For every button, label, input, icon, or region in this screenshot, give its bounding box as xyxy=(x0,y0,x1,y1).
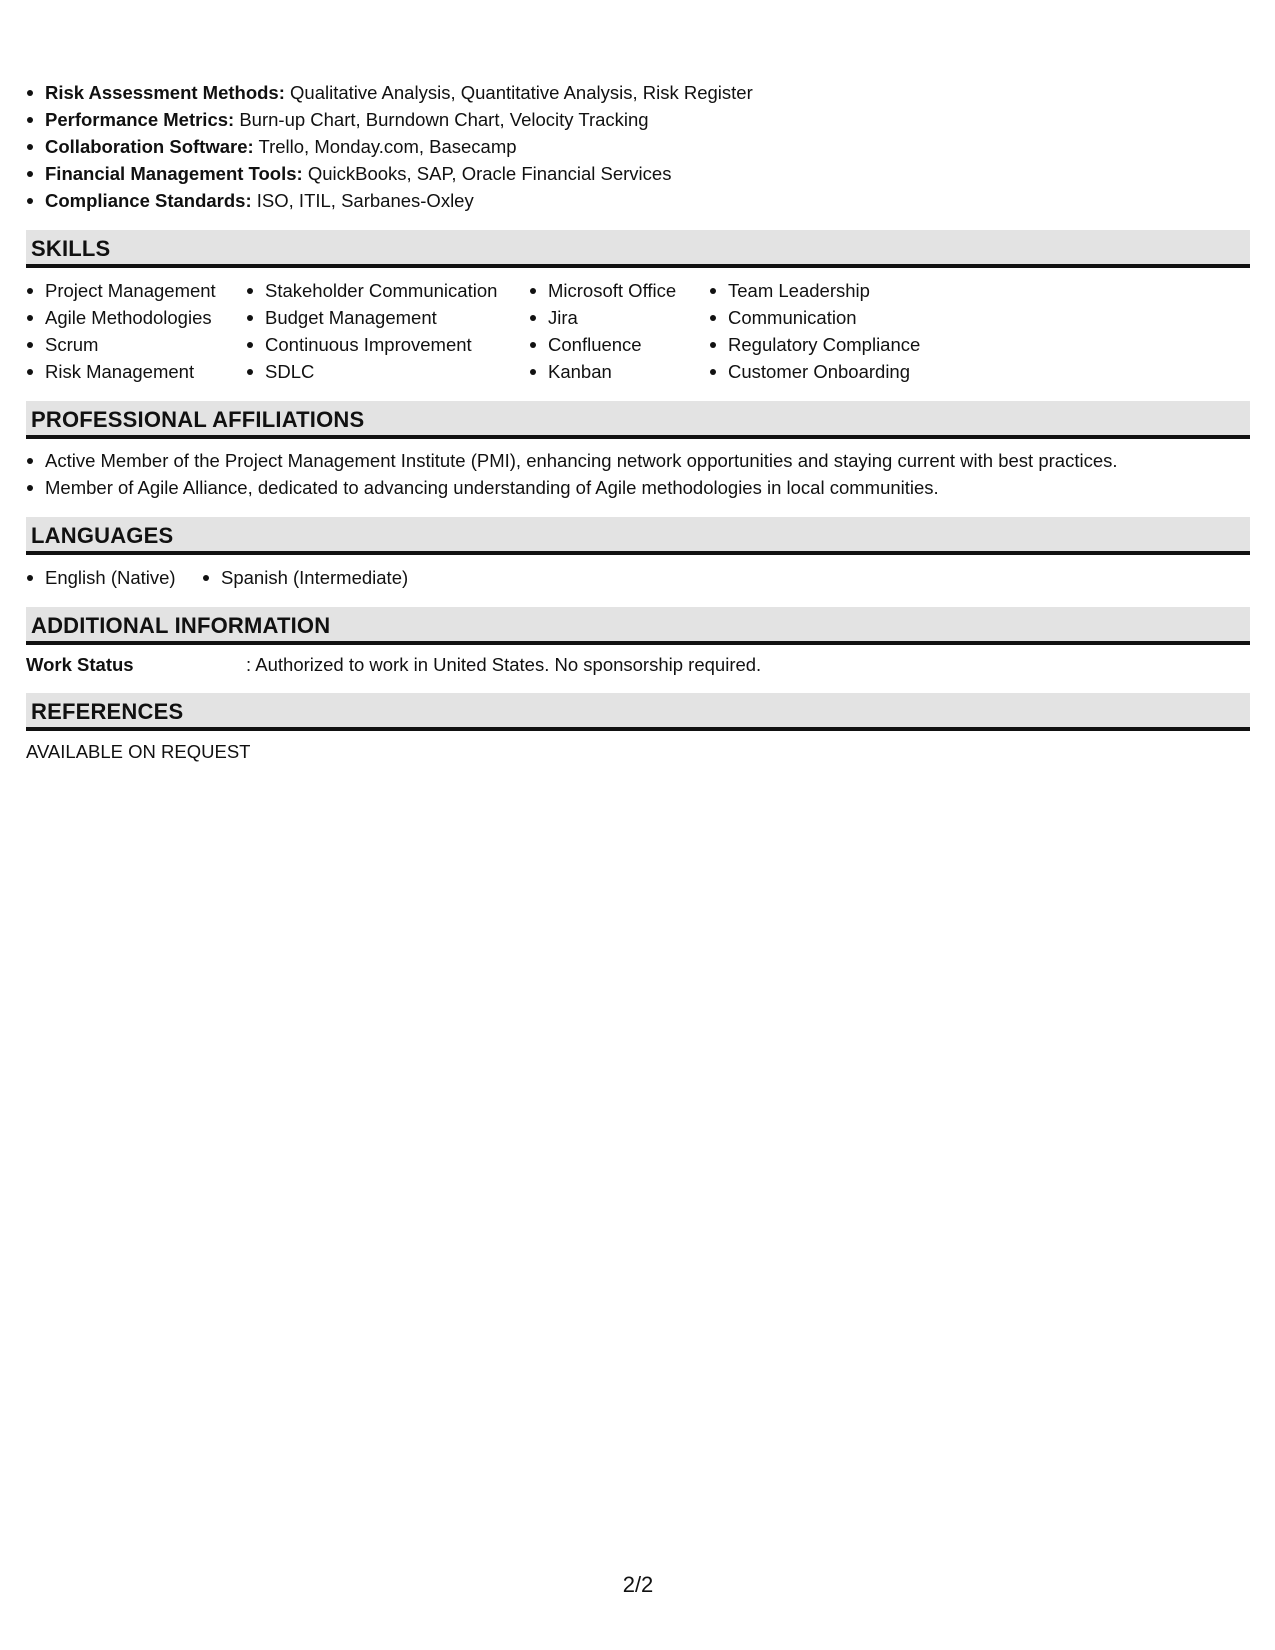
skill-item: Regulatory Compliance xyxy=(709,331,920,358)
list-item xyxy=(26,79,753,106)
item-label: Performance Metrics: xyxy=(45,109,235,130)
language-item: Spanish (Intermediate) xyxy=(202,564,408,591)
skill-item: Communication xyxy=(709,304,920,331)
item-label: Collaboration Software: xyxy=(45,136,254,157)
skill-item: Jira xyxy=(529,304,676,331)
skill-item: Team Leadership xyxy=(709,277,920,304)
page-number: 2/2 xyxy=(622,1572,654,1597)
item-value: ISO, ITIL, Sarbanes-Oxley xyxy=(256,190,474,211)
section-title: LANGUAGES xyxy=(31,523,174,548)
list-item xyxy=(26,133,753,160)
item-value: Trello, Monday.com, Basecamp xyxy=(258,136,517,157)
language-item: English (Native) xyxy=(26,564,176,591)
item-value: Qualitative Analysis, Quantitative Analysis, Risk Register xyxy=(290,82,753,103)
skills-column-1 xyxy=(26,277,216,385)
skill-item: Continuous Improvement xyxy=(246,331,497,358)
skill-item: Budget Management xyxy=(246,304,497,331)
skill-item: Confluence xyxy=(529,331,676,358)
skill-item: Stakeholder Communication xyxy=(246,277,497,304)
work-status-value: : Authorized to work in United States. No sponsorship required. xyxy=(246,654,762,675)
section-title: SKILLS xyxy=(31,236,111,261)
additional-info-header xyxy=(26,607,1250,645)
work-status-label: Work Status xyxy=(26,654,134,675)
affiliations-list xyxy=(26,447,1118,501)
skill-item: Microsoft Office xyxy=(529,277,676,304)
skills-column-3 xyxy=(529,277,676,385)
list-item xyxy=(26,160,753,187)
list-item xyxy=(26,106,753,133)
item-value: Burn-up Chart, Burndown Chart, Velocity Tracking xyxy=(239,109,649,130)
skill-item: Kanban xyxy=(529,358,676,385)
list-item xyxy=(26,187,753,214)
skill-item: Agile Methodologies xyxy=(26,304,216,331)
item-label: Financial Management Tools: xyxy=(45,163,303,184)
affiliation-item: Member of Agile Alliance, dedicated to advancing understanding of Agile methodologies in local communities. xyxy=(26,474,1118,501)
languages-header xyxy=(26,517,1250,555)
section-title: REFERENCES xyxy=(31,699,184,724)
skills-column-4 xyxy=(709,277,920,385)
references-text: AVAILABLE ON REQUEST xyxy=(26,741,251,762)
affiliations-header xyxy=(26,401,1250,439)
skill-item: Project Management xyxy=(26,277,216,304)
resume-page-2 xyxy=(26,0,1250,1650)
skill-item: Scrum xyxy=(26,331,216,358)
skill-item: Customer Onboarding xyxy=(709,358,920,385)
item-label: Risk Assessment Methods: xyxy=(45,82,285,103)
skill-item: Risk Management xyxy=(26,358,216,385)
affiliation-item: Active Member of the Project Management Institute (PMI), enhancing network opportunities and staying current with best practices. xyxy=(26,447,1118,474)
references-header xyxy=(26,693,1250,731)
item-value: QuickBooks, SAP, Oracle Financial Services xyxy=(307,163,672,184)
section-title: ADDITIONAL INFORMATION xyxy=(31,613,331,638)
technical-tools-list xyxy=(26,79,753,214)
section-title: PROFESSIONAL AFFILIATIONS xyxy=(31,407,365,432)
item-label: Compliance Standards: xyxy=(45,190,252,211)
skills-column-2 xyxy=(246,277,497,385)
skill-item: SDLC xyxy=(246,358,497,385)
skills-header xyxy=(26,230,1250,268)
